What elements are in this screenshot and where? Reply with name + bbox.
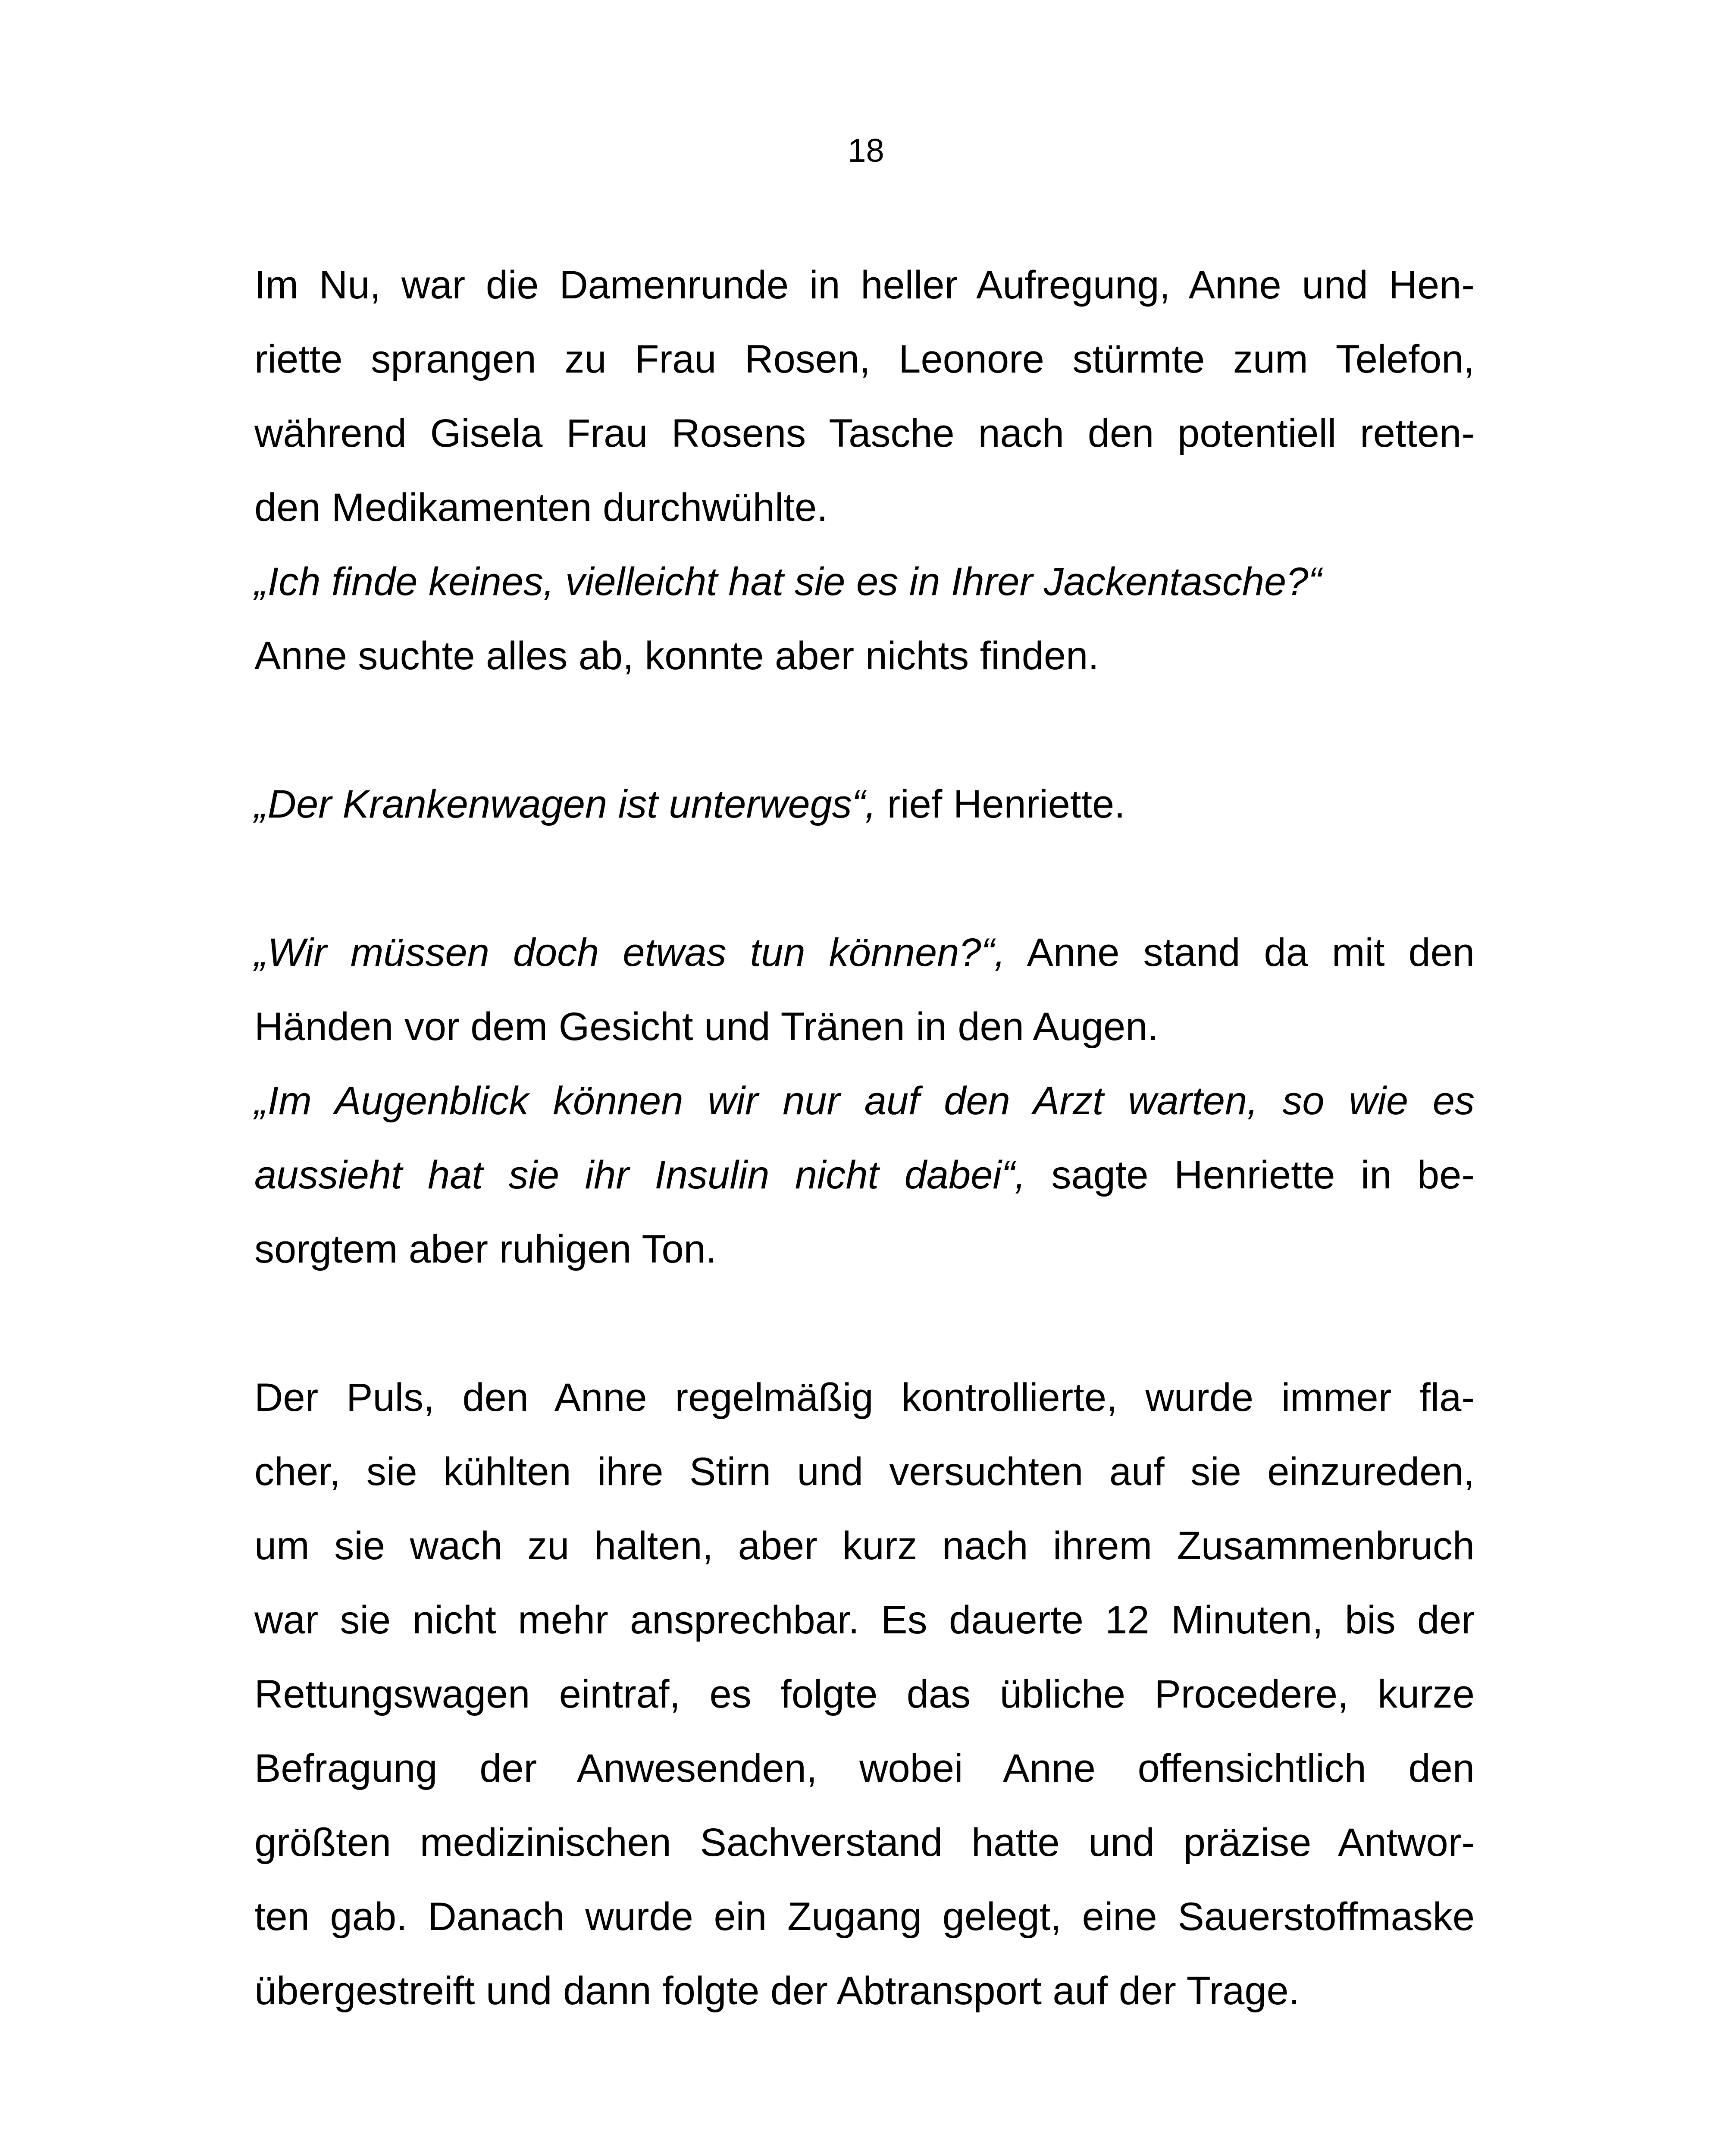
text-line: Der Puls, den Anne regelmäßig kontrollierte, wurde immer fla- — [254, 1376, 1475, 1420]
narration-text: Anne stand da mit den — [1005, 931, 1475, 975]
text-line: Händen vor dem Gesicht und Tränen in den Augen. — [254, 1005, 1159, 1049]
text-line: riette sprangen zu Frau Rosen, Leonore stürmte zum Telefon, — [254, 337, 1475, 381]
dialogue-text: „Wir müssen doch etwas tun können?“, — [254, 931, 1005, 975]
body-text — [254, 248, 1475, 2028]
text-line: übergestreift und dann folgte der Abtransport auf der Trage. — [254, 1969, 1300, 2013]
dialogue-line: „Im Augenblick können wir nur auf den Arzt warten, so wie es — [254, 1079, 1475, 1123]
narration-text: sagte Henriette in be- — [1026, 1153, 1475, 1197]
text-line — [254, 767, 1475, 841]
dialogue-text: „Der Krankenwagen ist unterwegs“, — [254, 782, 876, 826]
page-number: 18 — [848, 132, 884, 169]
text-line: Rettungswagen eintraf, es folgte das übliche Procedere, kurze — [254, 1672, 1475, 1716]
narration-text: rief Henriette. — [876, 782, 1125, 826]
paragraph-gap — [254, 1286, 1475, 1360]
text-line — [254, 915, 1475, 990]
paragraph-5 — [254, 1360, 1475, 2028]
text-line: Befragung der Anwesenden, wobei Anne offensichtlich den — [254, 1746, 1475, 1790]
text-line: cher, sie kühlten ihre Stirn und versuchten auf sie einzureden, — [254, 1450, 1475, 1494]
text-line: war sie nicht mehr ansprechbar. Es dauerte 12 Minuten, bis der — [254, 1598, 1475, 1642]
text-line: den Medikamenten durchwühlte. — [254, 486, 828, 530]
text-line — [254, 1138, 1475, 1212]
text-line: größten medizinischen Sachverstand hatte und präzise Antwor- — [254, 1821, 1475, 1865]
paragraph-4 — [254, 915, 1475, 1286]
text-line: um sie wach zu halten, aber kurz nach ihrem Zusammenbruch — [254, 1524, 1475, 1568]
dialogue-line: „Ich finde keines, vielleicht hat sie es in Ihrer Jackentasche?“ — [254, 560, 1322, 604]
text-line: ten gab. Danach wurde ein Zugang gelegt, eine Sauerstoffmaske — [254, 1895, 1475, 1939]
paragraph-gap — [254, 841, 1475, 915]
paragraph-3 — [254, 767, 1475, 841]
text-line: Im Nu, war die Damenrunde in heller Aufregung, Anne und Hen- — [254, 263, 1475, 307]
text-line: während Gisela Frau Rosens Tasche nach den potentiell retten- — [254, 411, 1475, 455]
dialogue-text: aussieht hat sie ihr Insulin nicht dabei“, — [254, 1153, 1026, 1197]
paragraph-1 — [254, 248, 1475, 545]
text-line: Anne suchte alles ab, konnte aber nichts finden. — [254, 634, 1099, 678]
text-line: sorgtem aber ruhigen Ton. — [254, 1227, 717, 1271]
paragraph-gap — [254, 693, 1475, 767]
paragraph-2 — [254, 545, 1475, 693]
